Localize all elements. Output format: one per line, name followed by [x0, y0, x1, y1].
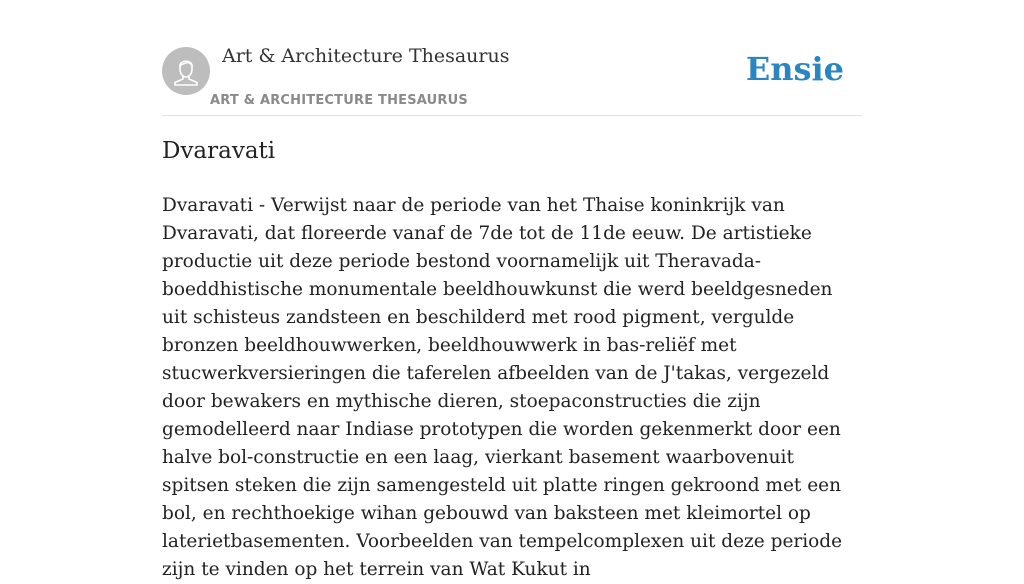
source-subtitle: ART & ARCHITECTURE THESAURUS — [210, 93, 468, 108]
source-title[interactable]: Art & Architecture Thesaurus — [222, 45, 510, 67]
avatar[interactable] — [162, 47, 210, 95]
source-header — [162, 0, 862, 116]
entry-body: Dvaravati - Verwijst naar de periode van het Thaise koninkrijk van Dvaravati, dat floreerde vanaf de 7de tot de 11de eeuw. De artistieke productie uit deze periode bestond voornamelijk uit Theravada-boeddhistische monumentale beeldhouwkunst die werd beeldgesneden uit schisteus zandsteen en beschilderd met rood pigment, vergulde bronzen beeldhouwwerken, beeldhouwwerk in bas-reliëf met stucwerkversieringen die taferelen afbeelden van de J'takas, vergezeld door bewakers en mythische dieren, stoepaconstructies die zijn gemodelleerd naar Indiase prototypen die worden gekenmerkt door een halve bol-constructie en een laag, vierkant basement waarbovenuit spitsen steken die zijn samengesteld uit platte ringen gekroond met een bol, en rechthoekige wihan gebouwd van baksteen met kleimortel op laterietbasementen. Voorbeelden van tempelcomplexen uit deze periode zijn te vinden op het terrein van Wat Kukut in — [162, 195, 843, 580]
ensie-logo[interactable]: Ensie — [745, 50, 844, 88]
entry-title: Dvaravati — [162, 138, 276, 164]
user-silhouette-icon — [162, 47, 210, 95]
